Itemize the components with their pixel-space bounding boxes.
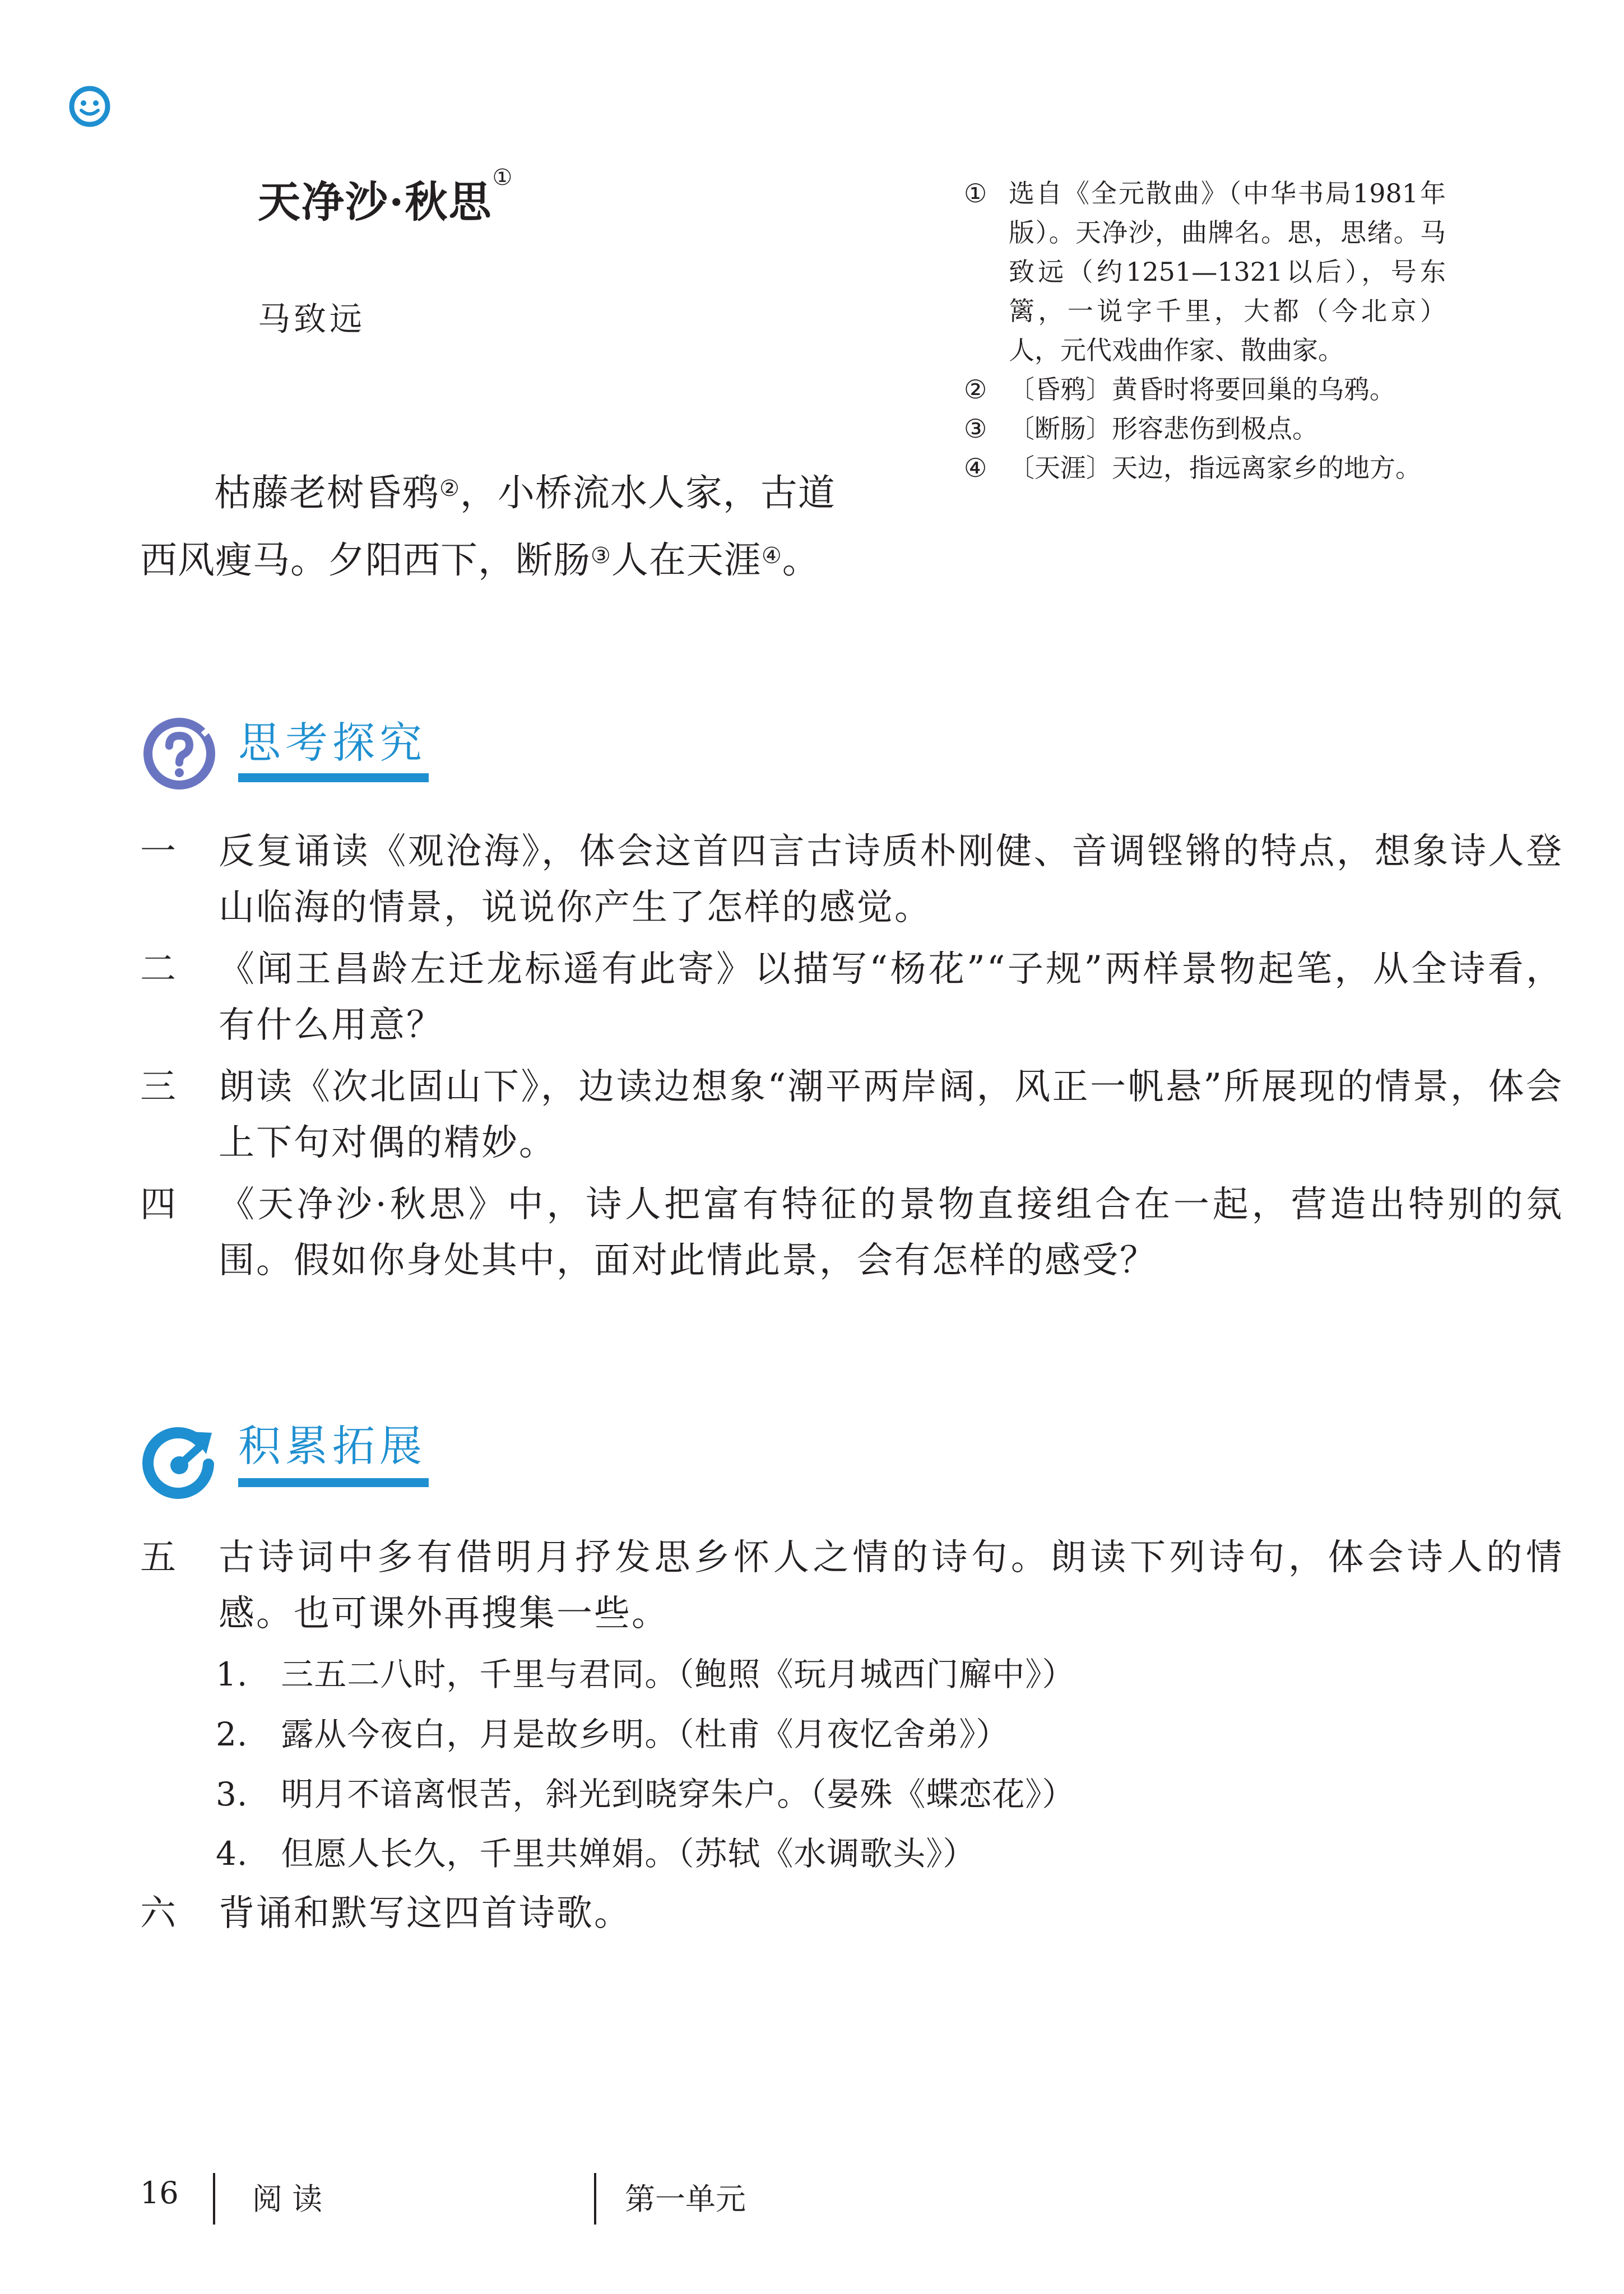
poem-text: 人在天涯 [611, 538, 762, 582]
poem-line [140, 527, 857, 594]
section-underline [238, 773, 429, 782]
footnote-mark: ④ [761, 543, 782, 569]
refresh-arrow-icon [140, 1420, 219, 1499]
question-text: 《天净沙·秋思》中，诗人把富有特征的景物直接组合在一起，营造出特别的氛围。假如你身处其中，面对此情此景，会有怎样的感受？ [219, 1184, 1563, 1281]
footnote-mark: ② [439, 476, 460, 501]
footer-divider [213, 2173, 215, 2225]
poem-title [258, 165, 514, 229]
question-item [140, 1059, 1563, 1171]
footer-unit: 第一单元 [625, 2181, 746, 2217]
question-text: 《闻王昌龄左迁龙标遥有此寄》以描写“杨花”“子规”两样景物起笔，从全诗看，有什么用意？ [219, 949, 1563, 1046]
section-underline [238, 1478, 429, 1487]
question-item [140, 1530, 1563, 1642]
poem-title-text: 天净沙·秋思 [258, 177, 493, 227]
question-text: 古诗词中多有借明月抒发思乡怀人之情的诗句。朗读下列诗句，体会诗人的情感。也可课外再搜集一些。 [219, 1537, 1563, 1634]
question-number: 一 [140, 831, 178, 872]
poem-line-item: 3. 明月不谙离恨苦，斜光到晓穿朱户。（晏殊《蝶恋花》） [216, 1775, 1075, 1813]
footnote-mark: ① [492, 165, 514, 191]
footnote-number: ④ [964, 453, 987, 483]
poem-body [140, 459, 857, 594]
question-item [140, 824, 1563, 936]
poem-line-item: 2. 露从今夜白，月是故乡明。（杜甫《月夜忆舍弟》） [216, 1715, 1009, 1753]
poem-text: 。 [782, 538, 820, 582]
footnote-text: 〔天涯〕天边，指远离家乡的地方。 [1009, 453, 1421, 483]
poem-text: 西风瘦马。夕阳西下，断肠 [140, 538, 591, 582]
footer-section: 阅 读 [252, 2181, 323, 2217]
question-number: 四 [140, 1184, 178, 1225]
question-mark-icon [140, 714, 219, 793]
poem-line [140, 459, 857, 527]
poem-author: 马致远 [258, 300, 366, 338]
footnote [964, 448, 1446, 487]
question-item [140, 941, 1563, 1053]
question-item [140, 1886, 1563, 1942]
poem-text: 枯藤老树昏鸦 [214, 471, 439, 514]
question-number: 五 [140, 1537, 178, 1578]
footnote-number: ① [964, 178, 987, 208]
section-title-extend: 积累拓展 [238, 1421, 426, 1471]
section-title-think: 思考探究 [238, 718, 426, 768]
question-number: 二 [140, 949, 178, 990]
question-number: 三 [140, 1066, 178, 1108]
footnote-number: ③ [964, 414, 987, 444]
page-number: 16 [140, 2175, 179, 2211]
question-item [140, 1177, 1563, 1289]
footnotes [964, 174, 1446, 487]
footnote [964, 370, 1446, 409]
question-text: 背诵和默写这四首诗歌。 [219, 1893, 632, 1934]
footnote-number: ② [964, 374, 987, 405]
footer-divider [594, 2173, 596, 2225]
footnote [964, 409, 1446, 448]
question-text: 朗读《次北固山下》，边读边想象“潮平两岸阔，风正一帆悬”所展现的情景，体会上下句对偶的精妙。 [219, 1066, 1563, 1164]
footnote-text: 选自《全元散曲》（中华书局1981年版）。天净沙，曲牌名。思，思绪。马致远（约1251—1321以后），号东篱，一说字千里，大都（今北京）人，元代戏曲作家、散曲家。 [1009, 178, 1446, 365]
footnote-text: 〔昏鸦〕黄昏时将要回巢的乌鸦。 [1009, 374, 1395, 405]
question-number: 六 [140, 1893, 178, 1934]
footnote-text: 〔断肠〕形容悲伤到极点。 [1009, 414, 1318, 444]
poem-line-item: 4. 但愿人长久，千里共婵娟。（苏轼《水调歌头》） [216, 1835, 976, 1873]
poem-text: ，小桥流水人家，古道 [460, 471, 836, 514]
smiley-icon [67, 84, 112, 129]
footnote [964, 174, 1446, 370]
question-text: 反复诵读《观沧海》，体会这首四言古诗质朴刚健、音调铿锵的特点，想象诗人登山临海的情景，说说你产生了怎样的感觉。 [219, 831, 1563, 928]
page-footer [140, 2168, 1485, 2230]
poem-line-item: 1. 三五二八时，千里与君同。（鲍照《玩月城西门廨中》） [216, 1655, 1075, 1693]
footnote-mark: ③ [591, 543, 611, 569]
